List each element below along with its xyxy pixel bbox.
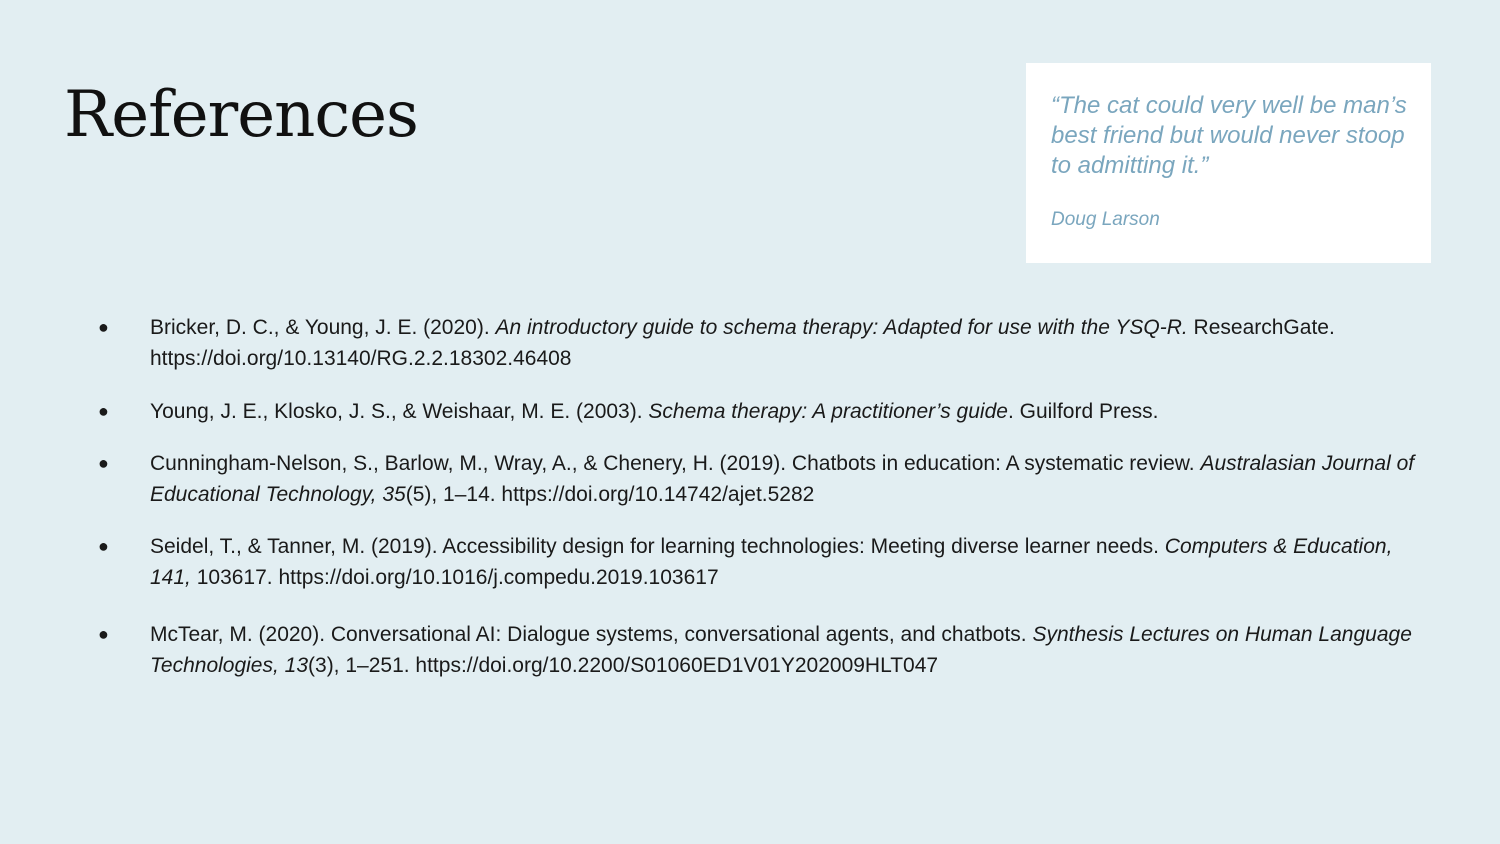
reference-item (94, 396, 1434, 427)
reference-text: Bricker, D. C., & Young, J. E. (2020). (150, 316, 496, 339)
reference-title: An introductory guide to schema therapy: Adapted for use with the YSQ-R. (495, 316, 1188, 339)
reference-title: Computers & Education, 141, (150, 535, 1393, 589)
reference-text: (5), 1–14. https://doi.org/10.14742/ajet.5282 (405, 483, 815, 506)
reference-item (94, 531, 1434, 593)
reference-title: Australasian Journal of Educational Technology, 35 (150, 452, 1415, 506)
reference-text: McTear, M. (2020). Conversational AI: Dialogue systems, conversational agents, and chatbots. (150, 623, 1033, 646)
bullet-icon: ● (98, 317, 109, 337)
reference-text: 103617. https://doi.org/10.1016/j.compedu.2019.103617 (190, 566, 719, 589)
reference-text: (3), 1–251. https://doi.org/10.2200/S01060ED1V01Y202009HLT047 (308, 654, 939, 677)
reference-text: Young, J. E., Klosko, J. S., & Weishaar, M. E. (2003). (150, 400, 649, 423)
reference-text: Cunningham-Nelson, S., Barlow, M., Wray, A., & Chenery, H. (2019). Chatbots in education: A systematic review. (150, 452, 1201, 475)
reference-title: Schema therapy: A practitioner’s guide (648, 400, 1008, 423)
reference-item (94, 448, 1434, 510)
bullet-icon: ● (98, 453, 109, 473)
reference-text: Seidel, T., & Tanner, M. (2019). Accessibility design for learning technologies: Meeting diverse learner needs. (150, 535, 1165, 558)
bullet-icon: ● (98, 624, 109, 644)
quote-card (1026, 63, 1431, 263)
reference-item (94, 619, 1434, 681)
reference-title: Synthesis Lectures on Human Language Technologies, 13 (150, 623, 1412, 677)
quote-text: “The cat could very well be man’s best friend but would never stoop to admitting it.” (1051, 92, 1407, 179)
quote-author: Doug Larson (1051, 209, 1160, 230)
bullet-icon: ● (98, 536, 109, 556)
reference-item (94, 312, 1434, 374)
page-title: References (64, 78, 418, 152)
reference-text: ResearchGate. https://doi.org/10.13140/RG.2.2.18302.46408 (150, 316, 1335, 370)
reference-text: . Guilford Press. (1007, 400, 1159, 423)
bullet-icon: ● (98, 401, 109, 421)
reference-list (94, 312, 1434, 681)
